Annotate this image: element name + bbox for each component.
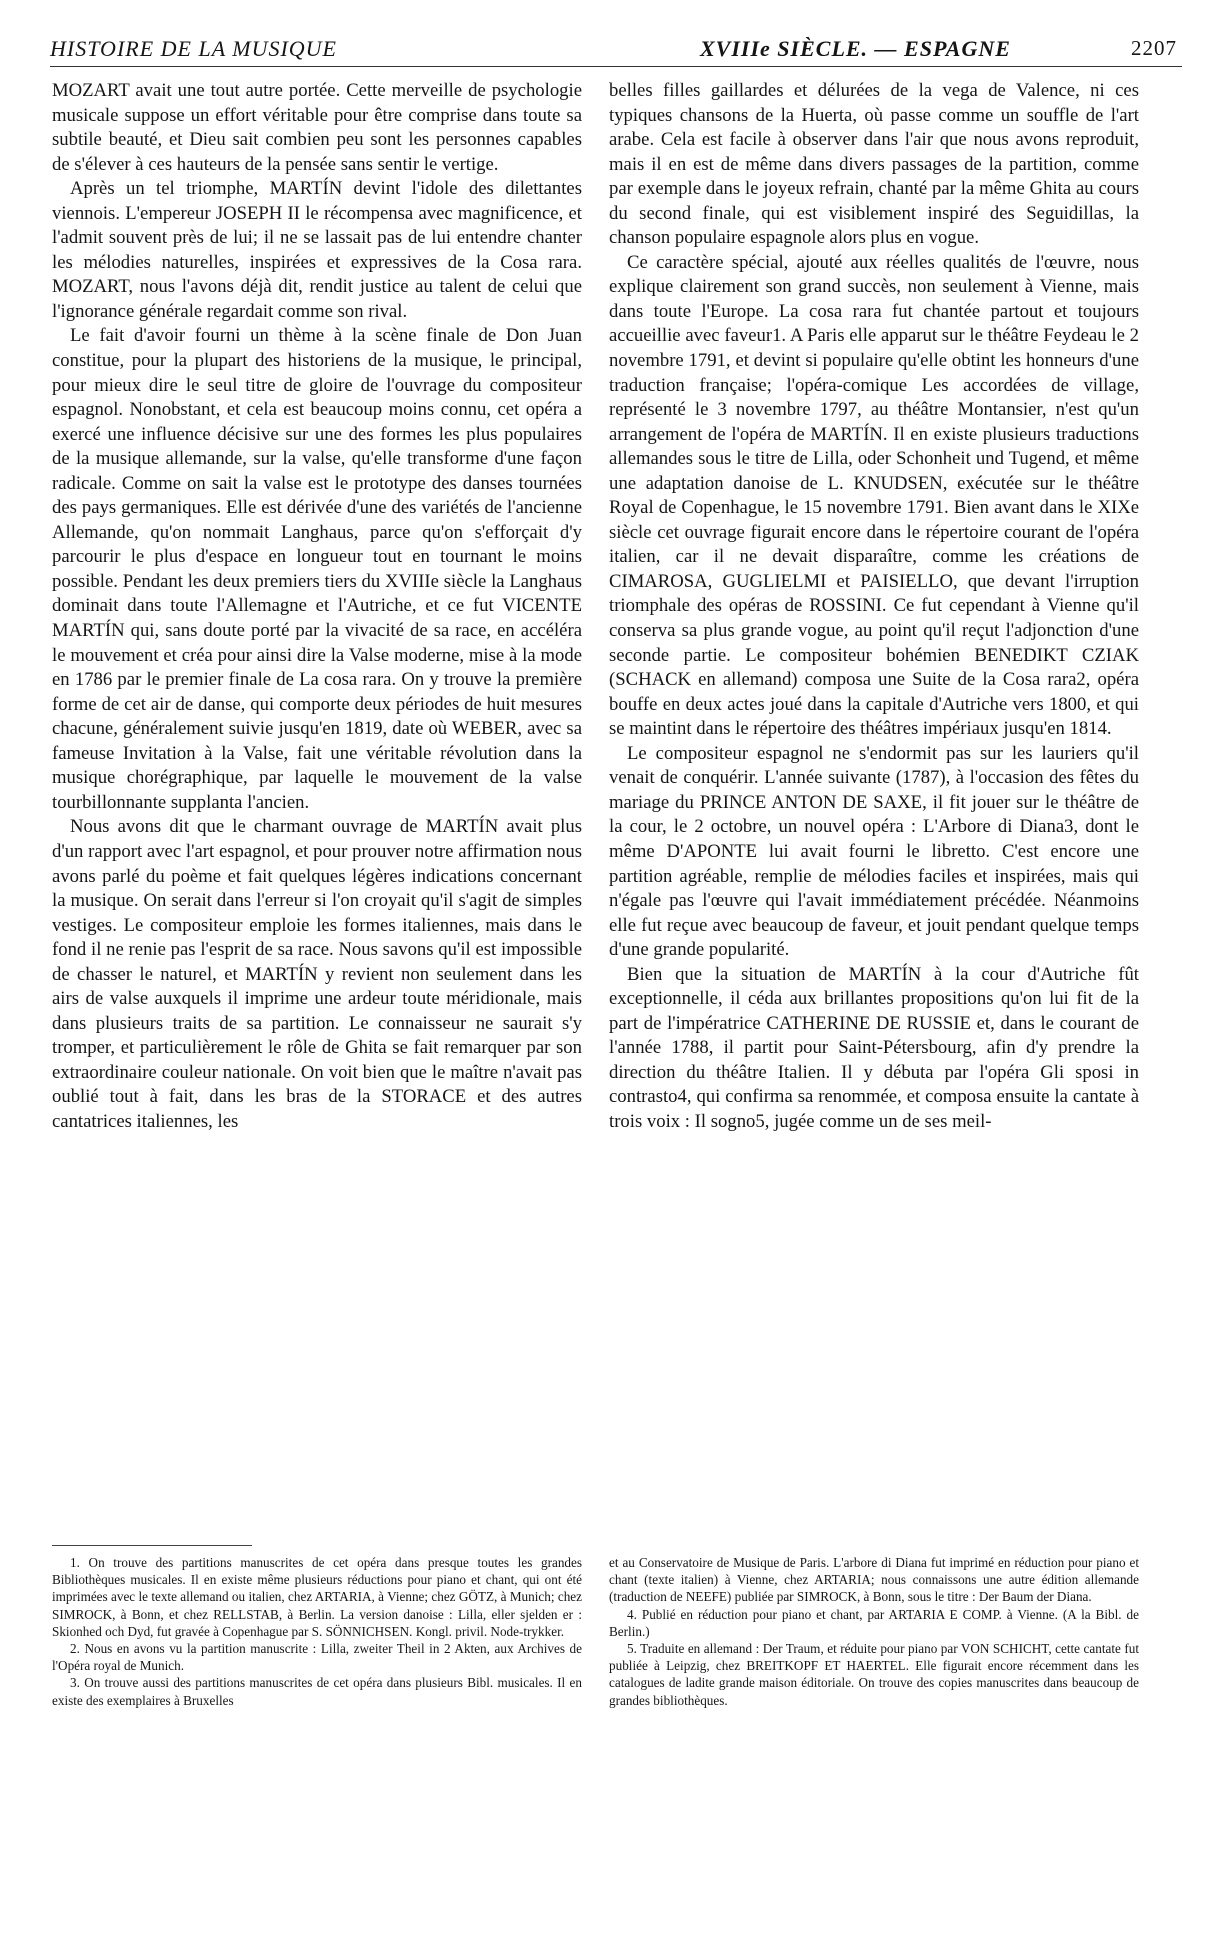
text-column-left — [52, 79, 582, 1539]
paragraph: belles filles gaillardes et délurées de la vega de Valence, ni ces typiques chansons de la Huerta, où passe comme un souffle de l'art arabe. Cela est facile à observer dans l'air que nous avons reproduit, mais il en est de même dans divers passages de la partition, comme par exemple dans le joyeux refrain, chanté par la même Ghita au cours du second finale, qui est visiblement inspiré des Seguidillas, la chanson populaire espagnole alors plus en vogue. — [609, 80, 1139, 249]
running-header-left: HISTOIRE DE LA MUSIQUE — [50, 36, 337, 61]
footnote-continued: et au Conservatoire de Musique de Paris. L'arbore di Diana fut imprimé en réduction pour piano et chant (texte italien) à Vienne, chez ARTARIA; nous connaissons une autre édition allemande (traduction de NEEFE) publiée par SIMROCK, à Bonn, sous le titre : Der Baum der Diana. — [609, 1555, 1139, 1605]
paragraph: Nous avons dit que le charmant ouvrage de MARTÍN avait plus d'un rapport avec l'art espagnol, et pour prouver notre affirmation nous avons parlé du poème et fait quelques légères indications concernant la musique. On serait dans l'erreur si l'on croyait qu'il s'agit de simples vestiges. Le compositeur emploie les formes italiennes, mais dans le fond il ne renie pas l'esprit de sa race. Nous savons qu'il est impossible de chasser le naturel, et MARTÍN y revient non seulement dans les airs de valse auxquels il imprime une ardeur toute méridionale, mais dans plusieurs traits de sa partition. Le connaisseur ne saurait s'y tromper, et particulièrement le rôle de Ghita se fait remarquer par son extraordinaire couleur nationale. On voit bien que le maître n'avait pas oublié tout à fait, dans les bras de la STORACE et des autres cantatrices italiennes, les — [52, 816, 582, 1132]
paragraph: Le fait d'avoir fourni un thème à la scène finale de Don Juan constitue, pour la plupart des historiens de la musique, le principal, pour mieux dire le seul titre de gloire de l'ouvrage du compositeur espagnol. Nonobstant, et cela est beaucoup moins connu, cet opéra a exercé une influence décisive sur une des formes les plus populaires de la musique allemande, sur la valse, qu'elle transforme d'une façon radicale. Comme on sait la valse est le prototype des danses tournées des pays germaniques. Elle est dérivée d'une des variétés de l'ancienne Allemande, qu'on nommait Langhaus, parce qu'on s'efforçait d'y parcourir le plus d'espace en longueur tout en tournant le moins possible. Pendant les deux premiers tiers du XVIIIe siècle la Langhaus dominait dans toute l'Allemagne et l'Autriche, et ce fut VICENTE MARTÍN qui, sans doute porté par la vivacité de sa race, en accéléra le mouvement et créa pour ainsi dire la Valse moderne, mise à la mode en 1786 par le premier finale de La cosa rara. On y trouve la première forme de cet air de danse, qui comporte deux périodes de huit mesures chacune, généralement suivie jusqu'en 1819, date où WEBER, avec sa fameuse Invitation à la Valse, fait une véritable révolution dans la musique chorégraphique, par laquelle le mouvement de la valse tourbillonnante supplanta l'ancien. — [52, 325, 582, 813]
footnotes-right — [609, 1554, 1139, 1934]
paragraph: Bien que la situation de MARTÍN à la cour d'Autriche fût exceptionnelle, il céda aux brillantes propositions qu'on lui fit de la part de l'impératrice CATHERINE DE RUSSIE et, dans le courant de l'année 1788, il partit pour Saint-Pétersbourg, afin d'y prendre la direction du théâtre Italien. Il y débuta par l'opéra Gli sposi in contrasto4, qui confirma sa renommée, et composa ensuite la cantate à trois voix : Il sogno5, jugée comme un de ses meil- — [609, 963, 1139, 1132]
page-number: 2207 — [1131, 36, 1177, 60]
paragraph: Après un tel triomphe, MARTÍN devint l'idole des dilettantes viennois. L'empereur JOSEPH II le récompensa avec magnificence, et l'admit souvent près de lui; il ne se lassait pas de lui entendre chanter les mélodies naturelles, inspirées et expressives de la Cosa rara. MOZART, nous l'avons déjà dit, rendit justice au talent de celui que l'ignorance générale regardait comme son rival. — [52, 178, 582, 322]
footnote: 4. Publié en réduction pour piano et chant, par ARTARIA E COMP. à Vienne. (A la Bibl. de Berlin.) — [609, 1606, 1139, 1639]
text-column-right — [609, 79, 1139, 1539]
footnote: 1. On trouve des partitions manuscrites de cet opéra dans presque toutes les grandes Bibliothèques musicales. Il en existe même plusieurs réductions pour piano et chant, qui ont été imprimées avec le texte allemand ou italien, chez ARTARIA, à Vienne; chez GÖTZ, à Munich; chez SIMROCK, à Bonn, et chez RELLSTAB, à Berlin. La version danoise : Lilla, eller sjelden er : Skionhed och Dyd, fut gravée à Copenhague par S. SÖNNICHSEN. Kongl. privil. Node-trykker. — [52, 1555, 582, 1639]
paragraph: Le compositeur espagnol ne s'endormit pas sur les lauriers qu'il venait de conquérir. L'année suivante (1787), à l'occasion des fêtes du mariage du PRINCE ANTON DE SAXE, il fit jouer sur le théâtre de la cour, le 2 octobre, un nouvel opéra : L'Arbore di Diana3, dont le même D'APONTE lui avait fourni le libretto. C'est encore une partition agréable, remplie de mélodies faciles et inspirées, mais qui n'égale pas l'œuvre qui l'avait immédiatement précédée. Néanmoins elle fut reçue avec beaucoup de faveur, et jouit pendant quelque temps d'une grande popularité. — [609, 742, 1139, 961]
paragraph: Ce caractère spécial, ajouté aux réelles qualités de l'œuvre, nous explique clairement son grand succès, non seulement à Vienne, mais dans toute l'Europe. La cosa rara fut chantée partout et toujours accueillie avec faveur1. A Paris elle apparut sur le théâtre Feydeau le 2 novembre 1791, et devint si populaire qu'elle obtint les honneurs d'une traduction française; l'opéra-comique Les accordées de village, représenté le 3 novembre 1797, au théâtre Montansier, n'est qu'un arrangement de l'opéra de MARTÍN. Il en existe plusieurs traductions allemandes sous le titre de Lilla, oder Schonheit und Tugend, et même une adaptation danoise de L. KNUDSEN, exécutée sur le théâtre Royal de Copenhague, le 15 novembre 1791. Bien avant dans le XIXe siècle cet ouvrage figurait encore dans le répertoire courant de l'opéra italien, car il ne devait disparaître, comme les créations de CIMAROSA, GUGLIELMI et PAISIELLO, que devant l'irruption triomphale des opéras de ROSSINI. Ce fut cependant à Vienne qu'il conserva sa plus grande vogue, au point qu'il reçut l'adjonction d'une seconde partie. Le compositeur bohémien BENEDIKT CZIAK (SCHACK en allemand) composa une Suite de la Cosa rara2, opéra bouffe en deux actes joué dans la capitale d'Autriche vers 1800, et qui se maintint dans le répertoire des théâtres impériaux jusqu'en 1814. — [609, 251, 1139, 740]
footnote: 5. Traduite en allemand : Der Traum, et réduite pour piano par VON SCHICHT, cette cantate fut publiée à Leipzig, chez BREITKOPF ET HAERTEL. Elle figurait encore récemment dans les catalogues de ladite grande maison éditoriale. On trouve des copies manuscrites dans beaucoup de grandes bibliothèques. — [609, 1641, 1139, 1708]
footnotes-left — [52, 1554, 582, 1934]
footnote-rule — [52, 1545, 252, 1546]
footnote: 3. On trouve aussi des partitions manuscrites de cet opéra dans plusieurs Bibl. musicales. Il en existe des exemplaires à Bruxelles — [52, 1675, 582, 1708]
running-header-right: XVIIIe SIÈCLE. — ESPAGNE — [700, 36, 1011, 61]
paragraph: MOZART avait une tout autre portée. Cette merveille de psychologie musicale suppose un effort véritable pour être comprise dans toute sa subtile beauté, et Dieu sait combien peu sont les personnes capables de s'élever à ces hauteurs de la pensée sans sentir le vertige. — [52, 80, 582, 175]
footnote: 2. Nous en avons vu la partition manuscrite : Lilla, zweiter Theil in 2 Akten, aux Archives de l'Opéra royal de Munich. — [52, 1641, 582, 1674]
header-rule — [50, 66, 1182, 67]
